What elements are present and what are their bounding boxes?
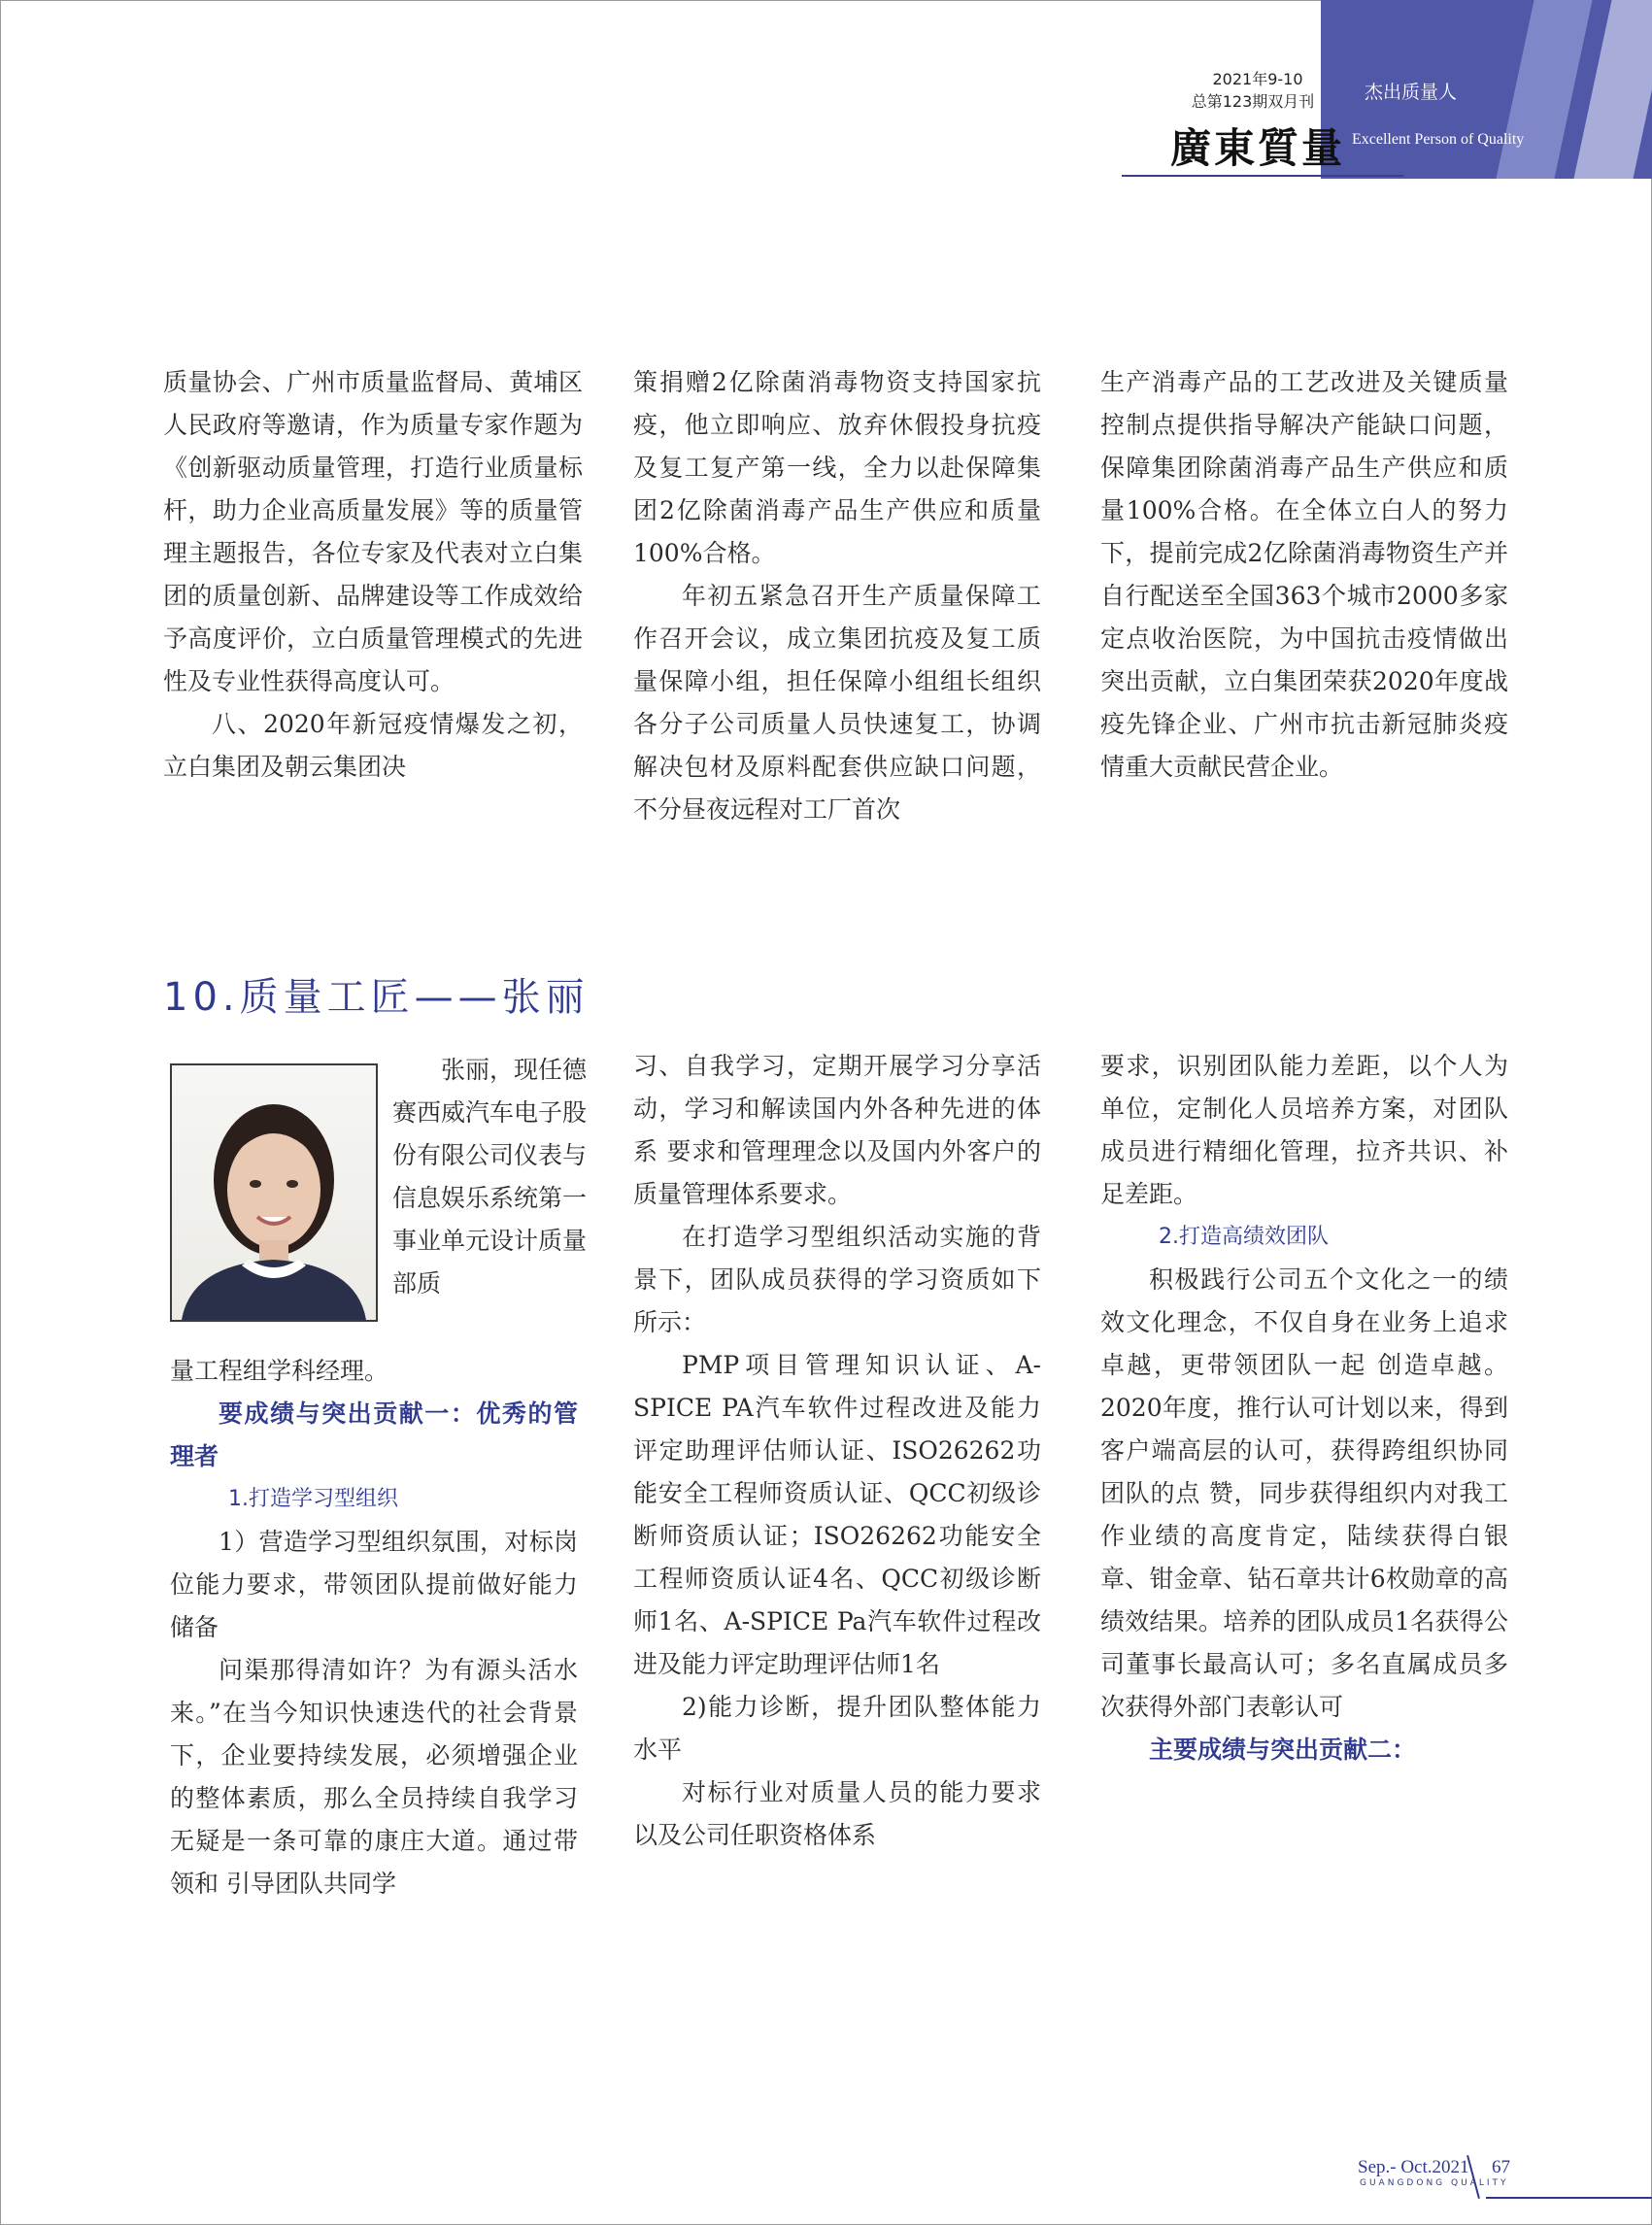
paragraph: 八、2020年新冠疫情爆发之初，立白集团及朝云集团决	[163, 710, 583, 781]
top-column-2	[633, 361, 1041, 831]
paragraph: 对标行业对质量人员的能力要求以及公司任职资格体系	[633, 1778, 1041, 1849]
paragraph: 积极践行公司五个文化之一的绩效文化理念，不仅自身在业务上追求卓越，更带领团队一起 创造卓越。2020年度，推行认可计划以来，得到客户端高层的认可，获得跨组织协同团队的点 赞，同步获得组织内对我工作业绩的高度肯定，陆续获得白银章、钳金章、钻石章共计6枚勋章的高绩效结果。培养的团队成员1名获得公司董事长最高认可；多名直属成员多次获得外部门表彰认可	[1100, 1265, 1508, 1721]
paragraph: 2)能力诊断，提升团队整体能力水平	[633, 1693, 1041, 1764]
intro-paragraph: 张丽，现任德赛西威汽车电子股份有限公司仪表与信息娱乐系统第一事业单元设计质量部质	[392, 1056, 588, 1298]
column-name-en: Excellent Person of Quality	[1352, 131, 1525, 148]
paragraph: 生产消毒产品的工艺改进及关键质量控制点提供指导解决产能缺口问题，保障集团除菌消毒产品生产供应和质量100%合格。在全体立白人的努力下，提前完成2亿除菌消毒物资生产并自行配送至全国363个城市2000多家定点收治医院，为中国抗击疫情做出突出贡献，立白集团荣获2020年度战疫先锋企业、广州市抗击新冠肺炎疫情重大贡献民营企业。	[1100, 368, 1508, 781]
intro-tail: 量工程组学科经理。	[170, 1357, 389, 1385]
magazine-logo: 廣東質量	[1170, 124, 1346, 172]
intro-wrap-text	[392, 1049, 587, 1305]
top-column-3	[1100, 361, 1508, 789]
bottom-column-2	[633, 1045, 1041, 1857]
paragraph: 问渠那得清如许？为有源头活水来。”在当今知识快速迭代的社会背景下，企业要持续发展，必须增强企业的整体素质，那么全员持续自我学习无疑是一条可靠的康庄大道。通过带领和 引导团队共同学	[170, 1656, 578, 1898]
footer-date: Sep.- Oct.2021	[1358, 2157, 1469, 2177]
paragraph: 要求，识别团队能力差距，以个人为 单位，定制化人员培养方案，对团队成员进行精细化管理，拉齐共识、补足差距。	[1100, 1052, 1508, 1208]
bottom-column-1	[170, 1350, 578, 1905]
paragraph: 1）营造学习型组织氛围，对标岗位能力要求，带领团队提前做好能力储备	[170, 1528, 578, 1641]
subheading-learning-org: 1.打造学习型组织	[228, 1487, 398, 1511]
header-rule	[1122, 175, 1403, 177]
bottom-column-3	[1100, 1045, 1508, 1771]
page-number: 67	[1492, 2157, 1510, 2177]
column-name: 杰出质量人	[1365, 82, 1458, 103]
paragraph: 在打造学习型组织活动实施的背景下，团队成员获得的学习资质如下所示：	[633, 1223, 1041, 1336]
issue-date: 2021年9-10	[1212, 70, 1303, 88]
portrait-photo	[170, 1063, 378, 1322]
heading-contribution-2: 主要成绩与突出贡献二：	[1149, 1736, 1417, 1764]
paragraph: 年初五紧急召开生产质量保障工作召开会议，成立集团抗疫及复工质量保障小组，担任保障小组组长组织各分子公司质量人员快速复工，协调解决包材及原料配套供应缺口问题，不分昼夜远程对工厂首次	[633, 582, 1041, 824]
paragraph: 策捐赠2亿除菌消毒物资支持国家抗疫，他立即响应、放弃休假投身抗疫及复工复产第一线，全力以赴保障集团2亿除菌消毒产品生产供应和质量100%合格。	[633, 368, 1041, 567]
paragraph: 质量协会、广州市质量监督局、黄埔区人民政府等邀请，作为质量专家作题为《创新驱动质量管理，打造行业质量标杆，助力企业高质量发展》等的质量管理主题报告，各位专家及代表对立白集团的质量创新、品牌建设等工作成效给予高度评价，立白质量管理模式的先进性及专业性获得高度认可。	[163, 368, 583, 695]
footer-magazine-name: GUANGDONG QUALITY	[1360, 2178, 1509, 2188]
heading-contribution-1: 要成绩与突出贡献一：优秀的管理者	[170, 1399, 578, 1470]
section-title: 10.质量工匠——张丽	[163, 975, 590, 1020]
subheading-high-performance: 2.打造高绩效团队	[1159, 1225, 1329, 1249]
paragraph: 习、自我学习，定期开展学习分享活动，学习和解读国内外各种先进的体系 要求和管理理念以及国内外客户的质量管理体系要求。	[633, 1052, 1041, 1208]
footer-rule	[1486, 2197, 1652, 2199]
paragraph: PMP项目管理知识认证、A-SPICE PA汽车软件过程改进及能力评定助理评估师认证、ISO26262功能安全工程师资质认证、QCC初级诊断师资质认证；ISO26262功能安全工程师资质认证4名、QCC初级诊断师1名、A-SPICE Pa汽车软件过程改进及能力评定助理评估师1名	[633, 1351, 1041, 1678]
top-column-1	[163, 361, 583, 789]
issue-number: 总第123期双月刊	[1191, 92, 1315, 111]
